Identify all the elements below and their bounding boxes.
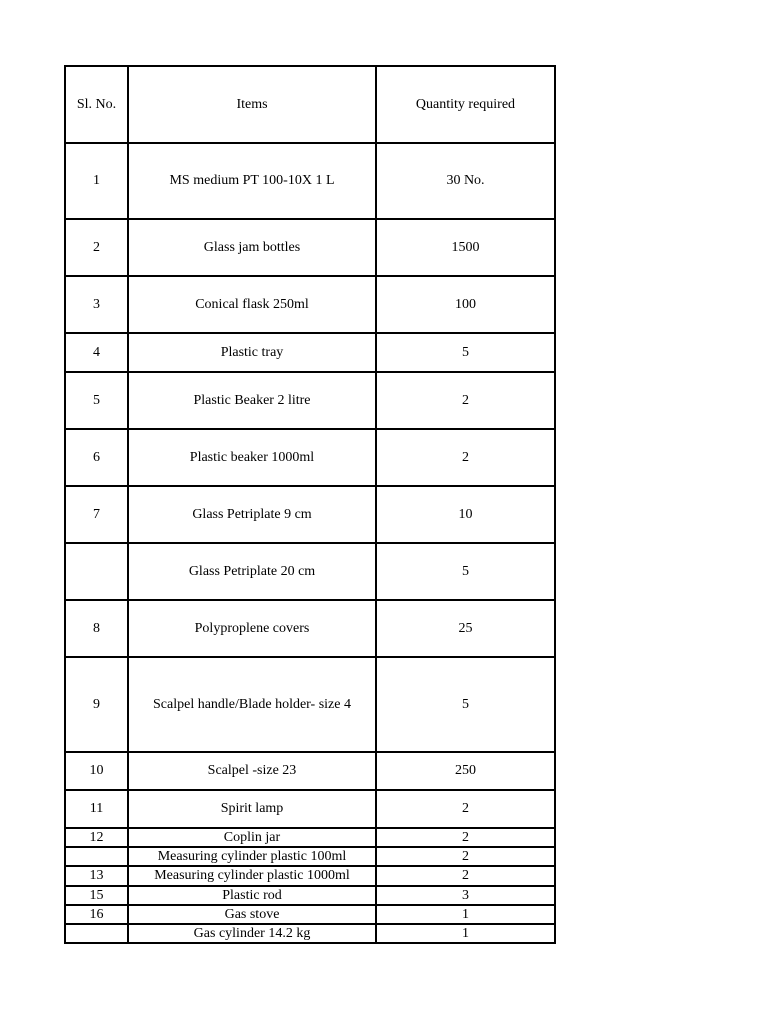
table-row	[65, 143, 555, 219]
row-quantity: 25	[376, 600, 555, 657]
row-item: Gas stove	[128, 905, 376, 924]
row-sl-no: 9	[65, 657, 128, 752]
row-item: Measuring cylinder plastic 100ml	[128, 847, 376, 866]
table-row	[65, 790, 555, 828]
row-quantity: 100	[376, 276, 555, 333]
row-sl-no: 2	[65, 219, 128, 276]
row-sl-no: 10	[65, 752, 128, 790]
row-quantity: 30 No.	[376, 143, 555, 219]
table-row	[65, 486, 555, 543]
table-row	[65, 276, 555, 333]
row-item: Plastic tray	[128, 333, 376, 372]
row-quantity: 2	[376, 828, 555, 847]
table-row	[65, 752, 555, 790]
row-item: Scalpel -size 23	[128, 752, 376, 790]
row-item: Glass jam bottles	[128, 219, 376, 276]
row-quantity: 5	[376, 543, 555, 600]
row-sl-no: 5	[65, 372, 128, 429]
row-sl-no: 1	[65, 143, 128, 219]
row-sl-no: 12	[65, 828, 128, 847]
table-row	[65, 828, 555, 847]
row-item: Conical flask 250ml	[128, 276, 376, 333]
row-item: Measuring cylinder plastic 1000ml	[128, 866, 376, 886]
row-sl-no: 7	[65, 486, 128, 543]
table-row	[65, 333, 555, 372]
row-quantity: 2	[376, 790, 555, 828]
table-row	[65, 600, 555, 657]
row-sl-no	[65, 847, 128, 866]
header-quantity: Quantity required	[376, 66, 555, 143]
row-item: Coplin jar	[128, 828, 376, 847]
row-sl-no: 11	[65, 790, 128, 828]
row-quantity: 1500	[376, 219, 555, 276]
table-row	[65, 543, 555, 600]
row-quantity: 2	[376, 847, 555, 866]
row-quantity: 5	[376, 333, 555, 372]
row-item: Polyproplene covers	[128, 600, 376, 657]
row-sl-no: 15	[65, 886, 128, 905]
row-sl-no: 13	[65, 866, 128, 886]
row-item: Plastic Beaker 2 litre	[128, 372, 376, 429]
header-sl-no: Sl. No.	[65, 66, 128, 143]
row-quantity: 2	[376, 429, 555, 486]
row-quantity: 2	[376, 372, 555, 429]
table-row	[65, 905, 555, 924]
row-sl-no: 4	[65, 333, 128, 372]
row-item: Glass Petriplate 9 cm	[128, 486, 376, 543]
row-item: Glass Petriplate 20 cm	[128, 543, 376, 600]
row-sl-no: 3	[65, 276, 128, 333]
header-row	[65, 66, 555, 143]
table-row	[65, 429, 555, 486]
row-sl-no: 6	[65, 429, 128, 486]
row-item: Plastic beaker 1000ml	[128, 429, 376, 486]
table-row	[65, 219, 555, 276]
row-quantity: 1	[376, 905, 555, 924]
row-item: MS medium PT 100-10X 1 L	[128, 143, 376, 219]
table-row	[65, 866, 555, 886]
items-table	[64, 65, 556, 944]
table-row	[65, 372, 555, 429]
table-row	[65, 847, 555, 866]
row-item: Scalpel handle/Blade holder- size 4	[128, 657, 376, 752]
row-item: Plastic rod	[128, 886, 376, 905]
row-sl-no: 8	[65, 600, 128, 657]
row-sl-no	[65, 543, 128, 600]
row-sl-no: 16	[65, 905, 128, 924]
row-item: Gas cylinder 14.2 kg	[128, 924, 376, 943]
row-quantity: 10	[376, 486, 555, 543]
row-sl-no	[65, 924, 128, 943]
table-row	[65, 886, 555, 905]
row-quantity: 5	[376, 657, 555, 752]
row-quantity: 3	[376, 886, 555, 905]
row-quantity: 250	[376, 752, 555, 790]
table-row	[65, 657, 555, 752]
row-quantity: 1	[376, 924, 555, 943]
row-item: Spirit lamp	[128, 790, 376, 828]
header-items: Items	[128, 66, 376, 143]
row-quantity: 2	[376, 866, 555, 886]
table-row	[65, 924, 555, 943]
